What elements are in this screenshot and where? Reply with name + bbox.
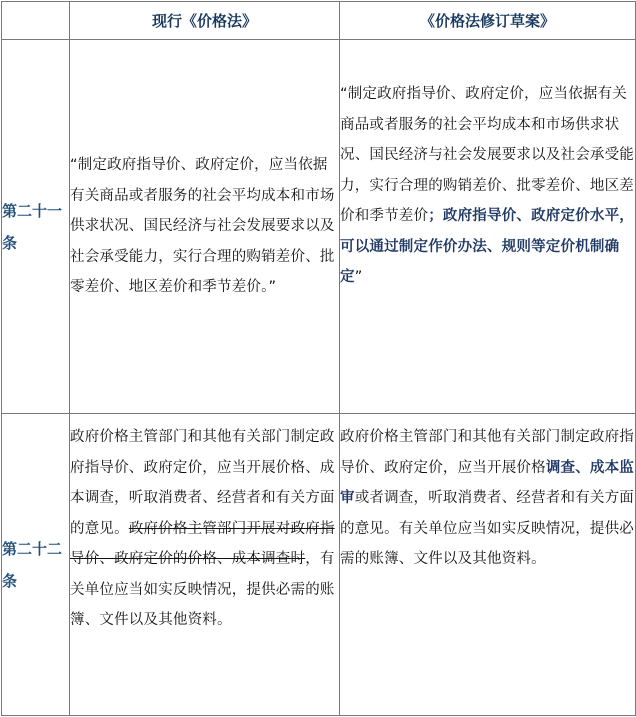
draft-text <box>340 40 636 414</box>
current-text: “制定政府指导价、政府定价，应当依据有关商品或者服务的社会平均成本和市场供求状况、国民经济与社会发展要求以及社会承受能力，实行合理的购销差价、批零差价、地区差价和季节差价。” <box>70 40 340 414</box>
header-row <box>2 2 636 40</box>
header-current-law: 现行《价格法》 <box>70 2 340 40</box>
draft-text-unchanged: “制定政府指导价、政府定价，应当依据有关商品或者服务的社会平均成本和市场供求状况、国民经济与社会发展要求以及社会承受能力，实行合理的购销差价、批零差价、地区差价和季节差价 <box>340 86 634 224</box>
draft-text-added: 调查、成本监审 <box>340 459 635 506</box>
draft-text-unchanged: 政府价格主管部门和其他有关部门制定政府指导价、政府定价，应当开展价格 <box>340 429 634 476</box>
draft-text-closing: ” <box>354 269 363 285</box>
article-label: 第二十一条 <box>2 40 70 414</box>
draft-text-added: ；政府指导价、政府定价水平，可以通过制定作价办法、规则等定价机制确定 <box>340 208 635 285</box>
header-draft-law: 《价格法修订草案》 <box>340 2 636 40</box>
current-text <box>70 414 340 716</box>
price-law-comparison-table <box>1 1 636 716</box>
table-row <box>2 40 636 414</box>
draft-text <box>340 414 636 716</box>
draft-text-remaining: 或者调查，听取消费者、经营者和有关方面的意见。有关单位应当如实反映情况，提供必需的账簿、文件以及其他资料。 <box>340 490 635 567</box>
header-empty <box>2 2 70 40</box>
current-text-remaining: ，有关单位应当如实反映情况，提供必需的账簿、文件以及其他资料。 <box>70 551 335 628</box>
article-label: 第二十二条 <box>2 414 70 716</box>
table-row <box>2 414 636 716</box>
current-text-deleted: 政府价格主管部门开展对政府指导价、政府定价的价格、成本调查时 <box>70 520 335 567</box>
current-text-unchanged: 政府价格主管部门和其他有关部门制定政府指导价、政府定价，应当开展价格、成本调查，听取消费者、经营者和有关方面的意见。 <box>70 429 335 537</box>
